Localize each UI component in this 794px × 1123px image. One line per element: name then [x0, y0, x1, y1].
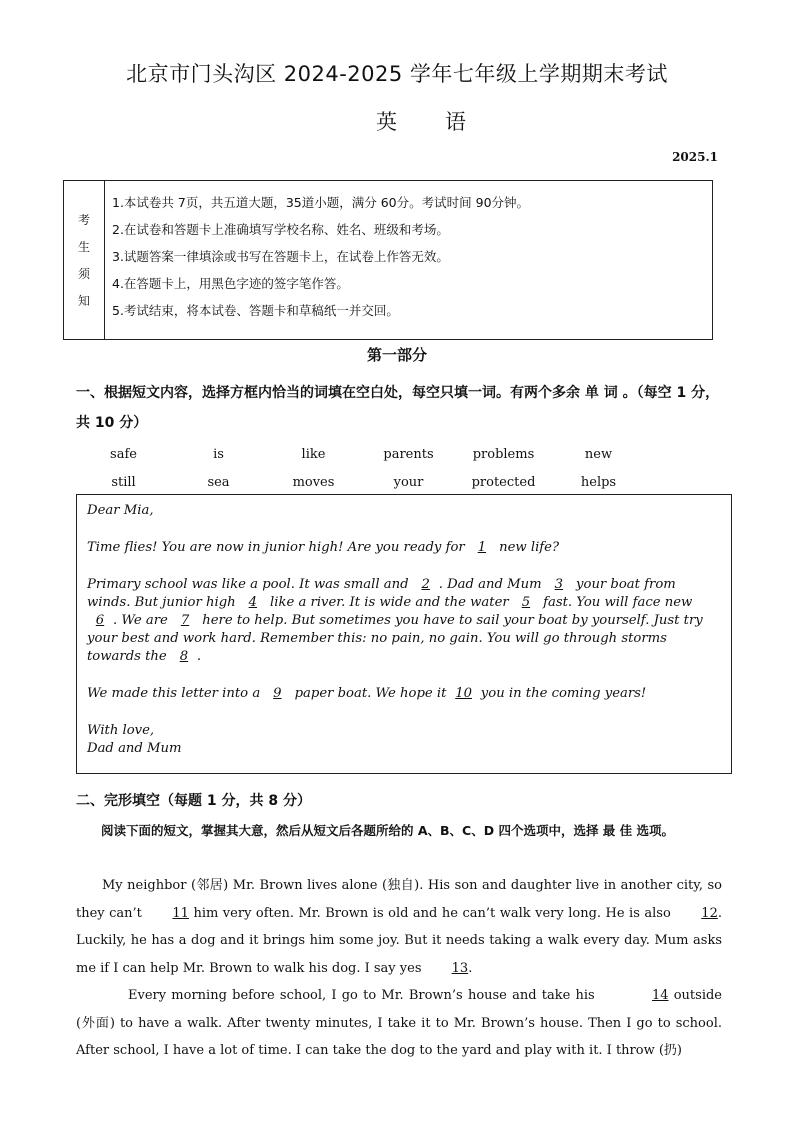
- passage-paragraph: [76, 982, 722, 1065]
- letter-text: you in the coming years!: [476, 686, 647, 701]
- blank-11: 11: [172, 905, 189, 921]
- blank-14: 14: [651, 988, 669, 1003]
- word-bank-word: sea: [207, 474, 230, 490]
- blank-2: 2: [421, 577, 430, 592]
- word-bank-row: [76, 468, 726, 496]
- letter-box: [76, 494, 732, 774]
- passage-text: .: [468, 960, 473, 976]
- word-bank-word: moves: [292, 474, 335, 490]
- word-bank-word: problems: [472, 446, 535, 462]
- word-bank-word: new: [584, 446, 613, 462]
- blank-12: 12: [701, 905, 718, 921]
- notice-label-char: 知: [77, 294, 90, 308]
- section2-instruction: 阅读下面的短文，掌握其大意，然后从短文后各题所给的 A、B、C、D 四个选项中，选择 最 佳 选项。: [101, 823, 675, 838]
- word-bank-word: safe: [110, 446, 137, 462]
- blank-5: 5: [521, 595, 531, 610]
- blank-6: 6: [95, 613, 105, 628]
- notice-item: 3.试题答案一律填涂或书写在答题卡上，在试卷上作答无效。: [112, 249, 449, 264]
- letter-text: paper boat. We hope it: [290, 686, 451, 701]
- exam-title: 北京市门头沟区 2024-2025 学年七年级上学期期末考试: [126, 62, 668, 86]
- blank-10: 10: [455, 686, 472, 701]
- exam-date: 2025.1: [672, 150, 718, 164]
- blank-8: 8: [179, 649, 189, 664]
- word-bank-word: parents: [383, 446, 434, 462]
- passage-text: . Luckily, he has a dog and it brings him some joy. But it needs taking a walk every day. Mum asks me if I can help Mr. Brown to walk his dog. I say yes: [76, 905, 722, 976]
- word-bank-word: helps: [580, 474, 617, 490]
- blank-4: 4: [248, 595, 258, 610]
- blank-9: 9: [273, 686, 282, 701]
- letter-text: fast. You will face new: [538, 595, 693, 610]
- notice-label-char: 须: [77, 267, 90, 281]
- notice-label-char: 考: [77, 213, 90, 227]
- letter-text: Primary school was like a pool. It was small and: [87, 577, 413, 592]
- notice-item: 2.在试卷和答题卡上准确填写学校名称、姓名、班级和考场。: [112, 222, 449, 237]
- letter-text: like a river. It is wide and the water: [265, 595, 513, 610]
- letter-text: your boat from winds. But junior high: [87, 577, 676, 610]
- passage-paragraph: [76, 872, 722, 982]
- blank-1: 1: [477, 540, 487, 555]
- notice-label-char: 生: [77, 240, 90, 254]
- word-bank-word: is: [213, 446, 224, 462]
- letter-text: .: [196, 649, 202, 664]
- word-bank: [76, 440, 726, 496]
- letter-text: We made this letter into a: [87, 686, 265, 701]
- blank-13: 13: [451, 960, 469, 976]
- notice-label: [64, 181, 105, 339]
- part-title: 第一部分: [366, 346, 427, 364]
- cloze-passage: [76, 872, 722, 1065]
- word-bank-word: like: [301, 446, 326, 462]
- blank-3: 3: [554, 577, 564, 592]
- exam-notice-box: [63, 180, 713, 340]
- letter-closing: With love,: [87, 723, 155, 738]
- passage-text: My neighbor (邻居) Mr. Brown lives alone (独自). His son and daughter live in another city, so they can’t: [76, 878, 722, 921]
- subject-title: 英语: [376, 110, 514, 134]
- word-bank-word: protected: [471, 474, 536, 490]
- letter-text: Time flies! You are now in junior high! Are you ready for: [87, 540, 469, 555]
- notice-item: 1.本试卷共 7页，共五道大题，35道小题，满分 60分。考试时间 90分钟。: [112, 195, 530, 210]
- blank-7: 7: [180, 613, 190, 628]
- letter-paragraph: [87, 576, 721, 666]
- letter-text: . Dad and Mum: [438, 577, 546, 592]
- letter-text: . We are: [113, 613, 173, 628]
- letter-text: here to help. But sometimes you have to sail your boat by yourself. Just try your best and work hard. Remember this: no pain, no gain. You will go through storms towards the: [87, 613, 703, 664]
- word-bank-word: your: [393, 474, 424, 490]
- section2-heading: 二、完形填空（每题 1 分，共 8 分）: [76, 793, 311, 809]
- passage-text: him very often. Mr. Brown is old and he can’t walk very long. He is also: [188, 905, 676, 921]
- section1-heading: 一、根据短文内容，选择方框内恰当的词填在空白处，每空只填一词。有两个多余 单 词 。（每空 1 分，共 10 分）: [76, 385, 720, 431]
- notice-item: 4.在答题卡上，用黑色字迹的签字笔作答。: [112, 276, 349, 291]
- letter-paragraph: [87, 685, 721, 703]
- word-bank-row: [76, 440, 726, 468]
- notice-item: 5.考试结束，将本试卷、答题卡和草稿纸一并交回。: [112, 303, 399, 318]
- passage-text: Every morning before school, I go to Mr. Brown’s house and take his: [128, 988, 600, 1003]
- passage-text: outside (外面) to have a walk. After twenty minutes, I take it to Mr. Brown’s house. Then I go to school. After school, I have a lot of time. I can take the dog to the yard and play with it. I throw (扔): [76, 988, 722, 1058]
- letter-greeting: Dear Mia,: [87, 503, 154, 518]
- notice-items: [112, 193, 529, 328]
- letter-text: new life?: [494, 540, 560, 555]
- letter-signature: Dad and Mum: [87, 741, 182, 756]
- letter-paragraph: [87, 539, 721, 557]
- word-bank-word: still: [111, 474, 136, 490]
